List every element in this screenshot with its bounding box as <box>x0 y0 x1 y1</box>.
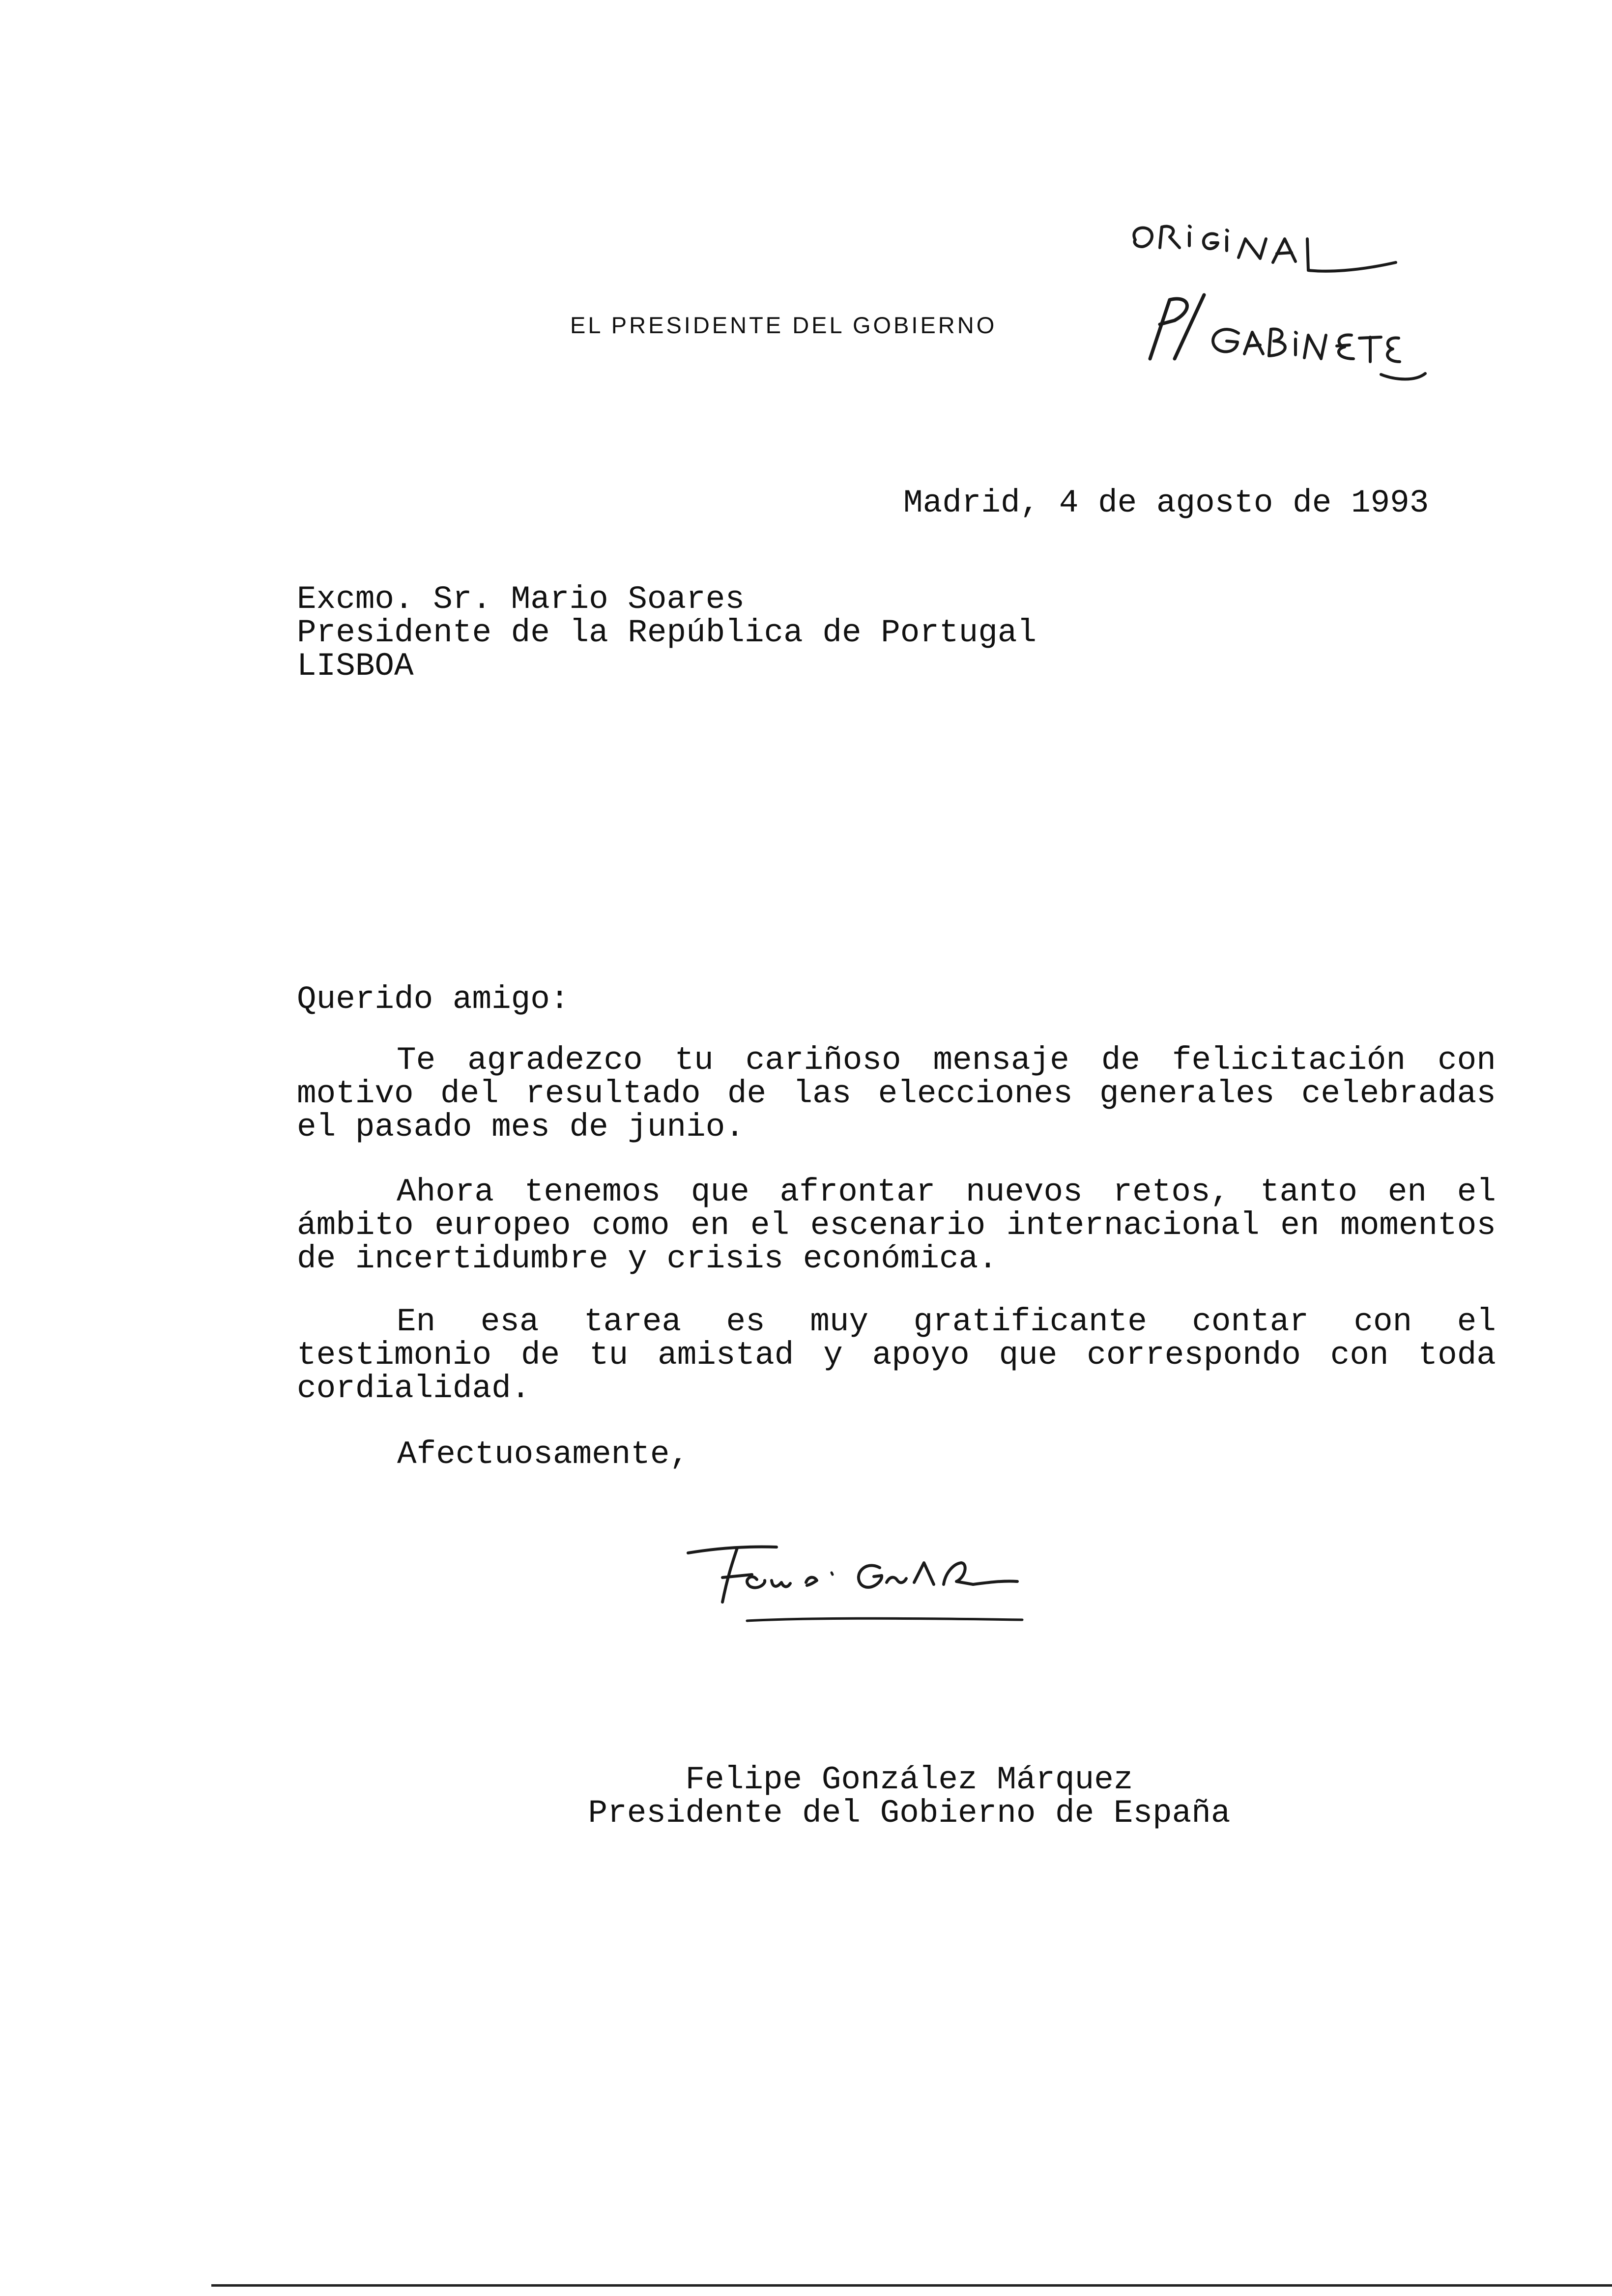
letterhead: EL PRESIDENTE DEL GOBIERNO <box>570 312 997 338</box>
word: afrontar <box>779 1174 936 1210</box>
body-paragraph-2 <box>297 1176 1496 1276</box>
word: y <box>823 1337 843 1374</box>
word: esa <box>480 1303 539 1340</box>
paragraph-line <box>297 1305 1496 1339</box>
word: tenemos <box>524 1174 661 1210</box>
word: con <box>1353 1303 1412 1340</box>
word: contar <box>1192 1303 1309 1340</box>
signatory-block <box>580 1763 1238 1830</box>
recipient-name: Excmo. Sr. Mario Soares <box>297 581 745 618</box>
word: retos, <box>1113 1174 1230 1210</box>
word: celebradas <box>1301 1075 1496 1112</box>
paragraph-line: de incertidumbre y crisis económica. <box>297 1240 998 1277</box>
signature <box>678 1533 1071 1632</box>
word: es <box>726 1303 765 1340</box>
word: internacional <box>1006 1207 1260 1244</box>
word: apoyo <box>872 1337 970 1374</box>
word: Ahora <box>397 1174 494 1210</box>
recipient-address <box>297 583 1036 683</box>
word: testimonio <box>297 1337 492 1374</box>
word: de <box>520 1337 560 1374</box>
word: en <box>691 1207 730 1244</box>
handwritten-annotation <box>1121 211 1455 393</box>
word: del <box>440 1075 499 1112</box>
paragraph-line <box>297 1077 1496 1111</box>
word: las <box>793 1075 852 1112</box>
body-paragraph-3 <box>297 1305 1496 1406</box>
word: con <box>1438 1042 1496 1079</box>
word: tu <box>674 1042 714 1079</box>
paragraph-line: el pasado mes de junio. <box>297 1109 745 1146</box>
closing: Afectuosamente, <box>397 1436 690 1473</box>
word: agradezco <box>467 1042 643 1079</box>
word: amistad <box>658 1337 794 1374</box>
body-paragraph-1 <box>297 1044 1496 1144</box>
word: Te <box>397 1042 436 1079</box>
word: como <box>592 1207 670 1244</box>
recipient-city: LISBOA <box>297 648 414 685</box>
signatory-title: Presidente del Gobierno de España <box>588 1795 1231 1832</box>
word: europeo <box>434 1207 571 1244</box>
word: el <box>1457 1174 1496 1210</box>
word: escenario <box>810 1207 986 1244</box>
paragraph-line <box>297 1209 1496 1242</box>
word: con <box>1330 1337 1389 1374</box>
word: de <box>1101 1042 1140 1079</box>
word: tanto <box>1260 1174 1357 1210</box>
word: ámbito <box>297 1207 414 1244</box>
paragraph-line: cordialidad. <box>297 1370 531 1407</box>
word: elecciones <box>878 1075 1073 1112</box>
word: En <box>397 1303 436 1340</box>
signatory-name: Felipe González Márquez <box>685 1761 1133 1798</box>
word: de <box>727 1075 767 1112</box>
word: el <box>750 1207 790 1244</box>
letter-date: Madrid, 4 de agosto de 1993 <box>903 485 1429 521</box>
word: cariñoso <box>745 1042 901 1079</box>
word: correspondo <box>1087 1337 1301 1374</box>
word: mensaje <box>933 1042 1069 1079</box>
word: que <box>999 1337 1058 1374</box>
word: generales <box>1099 1075 1275 1112</box>
recipient-title: Presidente de la República de Portugal <box>297 614 1037 651</box>
paragraph-line <box>297 1044 1496 1077</box>
word: tu <box>589 1337 629 1374</box>
word: en <box>1387 1174 1427 1210</box>
salutation: Querido amigo: <box>297 981 570 1018</box>
word: felicitación <box>1172 1042 1406 1079</box>
word: tarea <box>584 1303 682 1340</box>
word: el <box>1457 1303 1496 1340</box>
word: toda <box>1418 1337 1496 1374</box>
paragraph-line <box>297 1176 1496 1209</box>
word: momentos <box>1340 1207 1496 1244</box>
word: gratificante <box>913 1303 1147 1340</box>
word: resultado <box>525 1075 701 1112</box>
word: nuevos <box>966 1174 1083 1210</box>
page-bottom-edge <box>211 2284 1612 2287</box>
word: muy <box>810 1303 869 1340</box>
paragraph-line <box>297 1339 1496 1372</box>
word: motivo <box>297 1075 414 1112</box>
word: en <box>1280 1207 1320 1244</box>
word: que <box>691 1174 749 1210</box>
